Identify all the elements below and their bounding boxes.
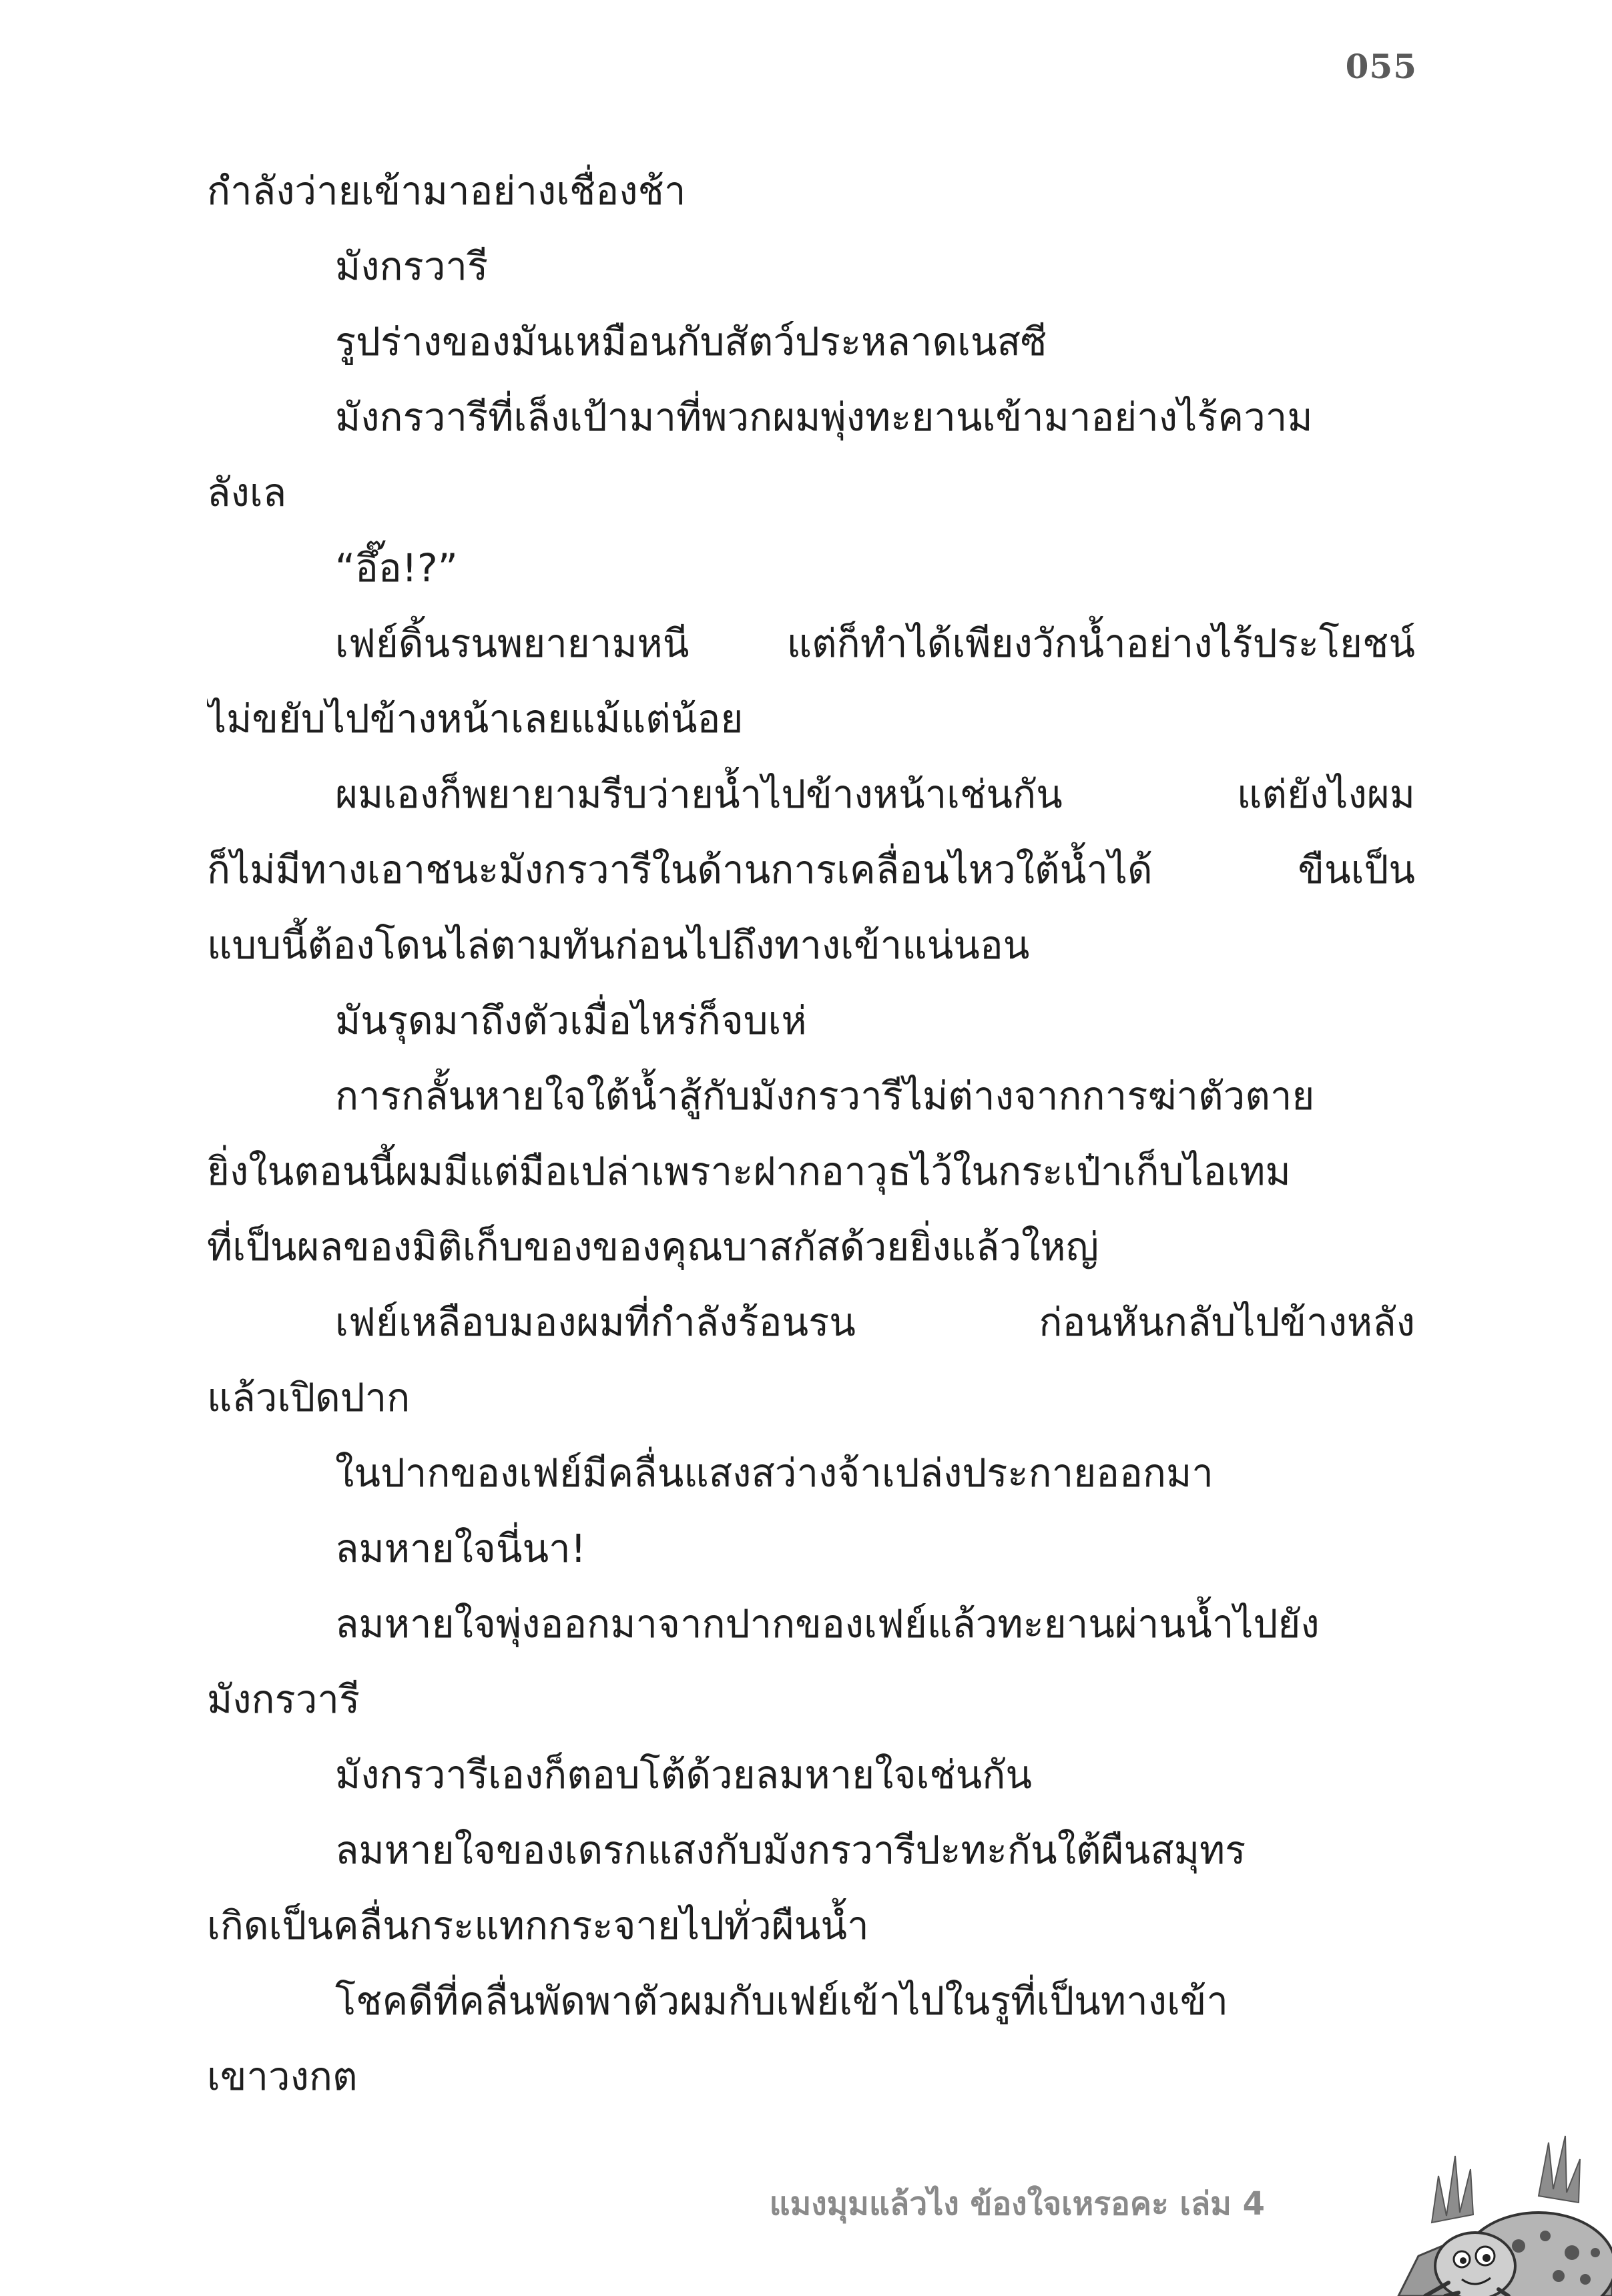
text-line: กำลังว่ายเข้ามาอย่างเชื่องช้า <box>207 168 686 214</box>
text-line: ลมหายใจของเดรกแสงกับมังกรวารีปะทะกันใต้ผืนสมุทร <box>335 1827 1246 1873</box>
text-line: เฟย์ดิ้นรนพยายามหนี แต่ก็ทำได้เพียงวักน้ำอย่างไร้ประโยชน์ <box>335 621 1415 666</box>
text-line: โชคดีที่คลื่นพัดพาตัวผมกับเฟย์เข้าไปในรูที่เป็นทางเข้า <box>335 1978 1228 2024</box>
text-line: ไม่ขยับไปข้างหน้าเลยแม้แต่น้อย <box>207 696 744 742</box>
text-line: ที่เป็นผลของมิติเก็บของของคุณบาสกัสด้วยยิ่งแล้วใหญ่ <box>207 1224 1099 1269</box>
text-line: มังกรวารี <box>207 1677 360 1722</box>
text-line: ยิ่งในตอนนี้ผมมีแต่มือเปล่าเพราะฝากอาวุธไว้ในกระเป๋าเก็บไอเทม <box>207 1149 1291 1194</box>
text-line: มันรุดมาถึงตัวเมื่อไหร่ก็จบเห่ <box>335 998 807 1043</box>
text-line: แล้วเปิดปาก <box>207 1375 411 1420</box>
body-text <box>207 154 1415 2114</box>
spider-mascot-illustration <box>1318 2096 1612 2296</box>
text-line: เกิดเป็นคลื่นกระแทกกระจายไปทั่วผืนน้ำ <box>207 1903 869 1948</box>
text-line: มังกรวารี <box>335 244 489 289</box>
text-line: แบบนี้ต้องโดนไล่ตามทันก่อนไปถึงทางเข้าแน่นอน <box>207 922 1030 968</box>
text-line: มังกรวารีเองก็ตอบโต้ด้วยลมหายใจเช่นกัน <box>335 1752 1033 1797</box>
text-line: ผมเองก็พยายามรีบว่ายน้ำไปข้างหน้าเช่นกัน แต่ยังไงผม <box>335 772 1415 817</box>
text-line: เฟย์เหลือบมองผมที่กำลังร้อนรน ก่อนหันกลับไปข้างหลัง <box>335 1300 1415 1345</box>
page-number: 055 <box>1345 47 1417 86</box>
text-line: ในปากของเฟย์มีคลื่นแสงสว่างจ้าเปล่งประกายออกมา <box>335 1450 1214 1496</box>
text-line: มังกรวารีที่เล็งเป้ามาที่พวกผมพุ่งทะยานเข้ามาอย่างไร้ความ <box>335 394 1313 440</box>
text-line: ก็ไม่มีทางเอาชนะมังกรวารีในด้านการเคลื่อนไหวใต้น้ำได้ ขืนเป็น <box>207 847 1415 892</box>
text-line: ลมหายใจนี่นา! <box>335 1526 586 1571</box>
text-line: “อึ๊อ!?” <box>335 545 458 591</box>
text-line: ลมหายใจพุ่งออกมาจากปากของเฟย์แล้วทะยานผ่านน้ำไปยัง <box>335 1601 1320 1647</box>
book-title: แมงมุมแล้วไง ข้องใจเหรอคะ เล่ม 4 <box>769 2185 1265 2223</box>
page-footer <box>0 2096 1612 2296</box>
text-line: เขาวงกต <box>207 2054 358 2099</box>
text-line: การกลั้นหายใจใต้น้ำสู้กับมังกรวารีไม่ต่างจากการฆ่าตัวตาย <box>335 1073 1315 1119</box>
text-line: รูปร่างของมันเหมือนกับสัตว์ประหลาดเนสซี <box>335 319 1047 364</box>
text-line: ลังเล <box>207 470 287 515</box>
